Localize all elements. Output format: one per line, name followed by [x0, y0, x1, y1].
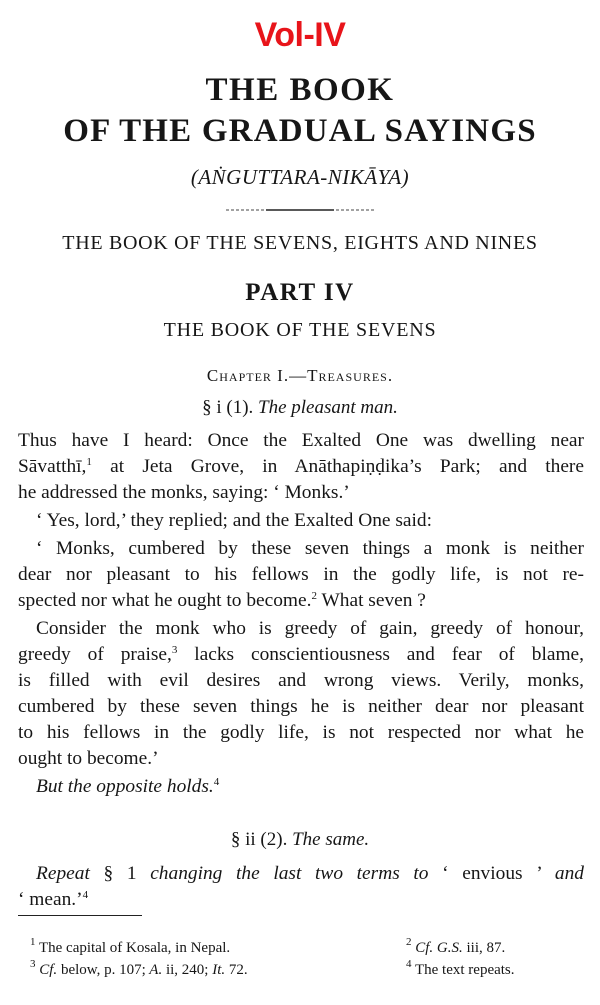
text-span: § 1	[103, 863, 137, 884]
section-number: § ii (2).	[230, 829, 288, 850]
text-line	[18, 887, 584, 913]
text-span: cumbered by these seven things he is neither dear nor pleasant	[18, 696, 584, 717]
text-line	[18, 720, 584, 746]
footnote-marker: 4	[406, 958, 412, 970]
text-line	[18, 746, 584, 772]
text-line	[18, 668, 584, 694]
footnote-1	[30, 936, 231, 957]
text-span: ‘ Yes, lord,’ they replied; and the Exalted One said:	[36, 510, 432, 531]
text-span: Sāvatthī,	[18, 456, 87, 477]
footnote-ref: 3	[171, 644, 178, 656]
book-title-line1: THE BOOK	[205, 72, 395, 108]
footnote-2	[406, 936, 506, 957]
footnote-marker: 1	[30, 936, 36, 948]
text-line	[18, 588, 584, 614]
volume-label: Vol-IV	[254, 16, 346, 54]
pali-title: (AṄGUTTARA-NIKĀYA)	[190, 165, 410, 189]
text-line	[36, 536, 584, 562]
footnote-text: It.	[208, 962, 226, 978]
section-number: § i (1).	[202, 397, 254, 418]
part-subtitle: THE BOOK OF THE SEVENS	[163, 319, 437, 341]
text-span: Consider the monk who is greedy of gain, greedy of honour,	[36, 618, 584, 639]
footnote-text: Cf. G.S.	[415, 940, 463, 956]
footnote-marker: 2	[406, 936, 412, 948]
text-span: Thus have I heard: Once the Exalted One was dwelling near	[18, 430, 584, 451]
text-span: ought to become.’	[18, 748, 159, 769]
chapter-heading: Chapter I.—Treasures.	[206, 366, 394, 385]
footnote-text: below, p. 107;	[57, 962, 146, 978]
text-line	[18, 480, 584, 506]
text-line	[18, 454, 584, 480]
footnote-ref: 4	[213, 776, 220, 788]
text-span: at Jeta Grove, in Anāthapiṇḍika’s Park; and there	[91, 456, 584, 477]
ornament-divider	[226, 207, 374, 213]
text-span: and	[554, 863, 584, 884]
footnote-text: The capital of Kosala, in Nepal.	[38, 940, 231, 956]
text-line	[18, 562, 584, 588]
text-span: ‘ envious ’	[442, 863, 542, 884]
footnote-ref: 1	[86, 456, 92, 468]
book-title-line2: OF THE GRADUAL SAYINGS	[63, 113, 537, 149]
footnote-text: ii, 240;	[162, 962, 209, 978]
footnote-3	[30, 958, 248, 979]
text-span: changing the last two terms to	[150, 863, 429, 884]
text-span: ‘ mean.’	[18, 889, 83, 910]
text-span: dear nor pleasant to his fellows in the godly life, is not re-	[18, 564, 584, 585]
footnote-rule	[18, 915, 142, 916]
book-subtitle: THE BOOK OF THE SEVENS, EIGHTS AND NINES	[62, 232, 538, 254]
footnote-ref: 4	[82, 889, 89, 901]
part-heading: PART IV	[245, 279, 355, 306]
footnote-ref: 2	[311, 590, 317, 602]
footnote-text: iii, 87.	[462, 940, 506, 956]
text-line	[18, 428, 584, 454]
footnote-4	[406, 958, 515, 979]
text-line	[36, 861, 584, 887]
section-heading	[0, 829, 600, 851]
footnote-text: Cf.	[39, 962, 58, 978]
section-heading	[0, 397, 600, 419]
text-span: But the opposite holds.	[36, 776, 214, 797]
text-span: What seven ?	[316, 590, 426, 611]
text-span: Repeat	[36, 863, 90, 884]
text-span: is filled with evil desires and wrong views. Verily, monks,	[18, 670, 584, 691]
section-title: The same.	[292, 829, 370, 850]
text-span: ‘ Monks, cumbered by these seven things a monk is neither	[36, 538, 584, 559]
text-span: greedy of praise,	[18, 644, 172, 665]
text-span: lacks conscientiousness and fear of blame,	[177, 644, 584, 665]
text-line	[18, 694, 584, 720]
footnote-text: 72.	[225, 962, 248, 978]
text-line	[36, 774, 584, 800]
footnote-marker: 3	[30, 958, 36, 970]
text-line	[36, 616, 584, 642]
section-title: The pleasant man.	[258, 397, 398, 418]
footnote-text: The text repeats.	[414, 962, 515, 978]
text-line	[18, 642, 584, 668]
text-span: he addressed the monks, saying: ‘ Monks.’	[18, 482, 350, 503]
text-span: spected nor what he ought to become.	[18, 590, 312, 611]
footnote-text: A.	[145, 962, 163, 978]
text-line	[36, 508, 584, 534]
text-span: to his fellows in the godly life, is not respected nor what he	[18, 722, 584, 743]
